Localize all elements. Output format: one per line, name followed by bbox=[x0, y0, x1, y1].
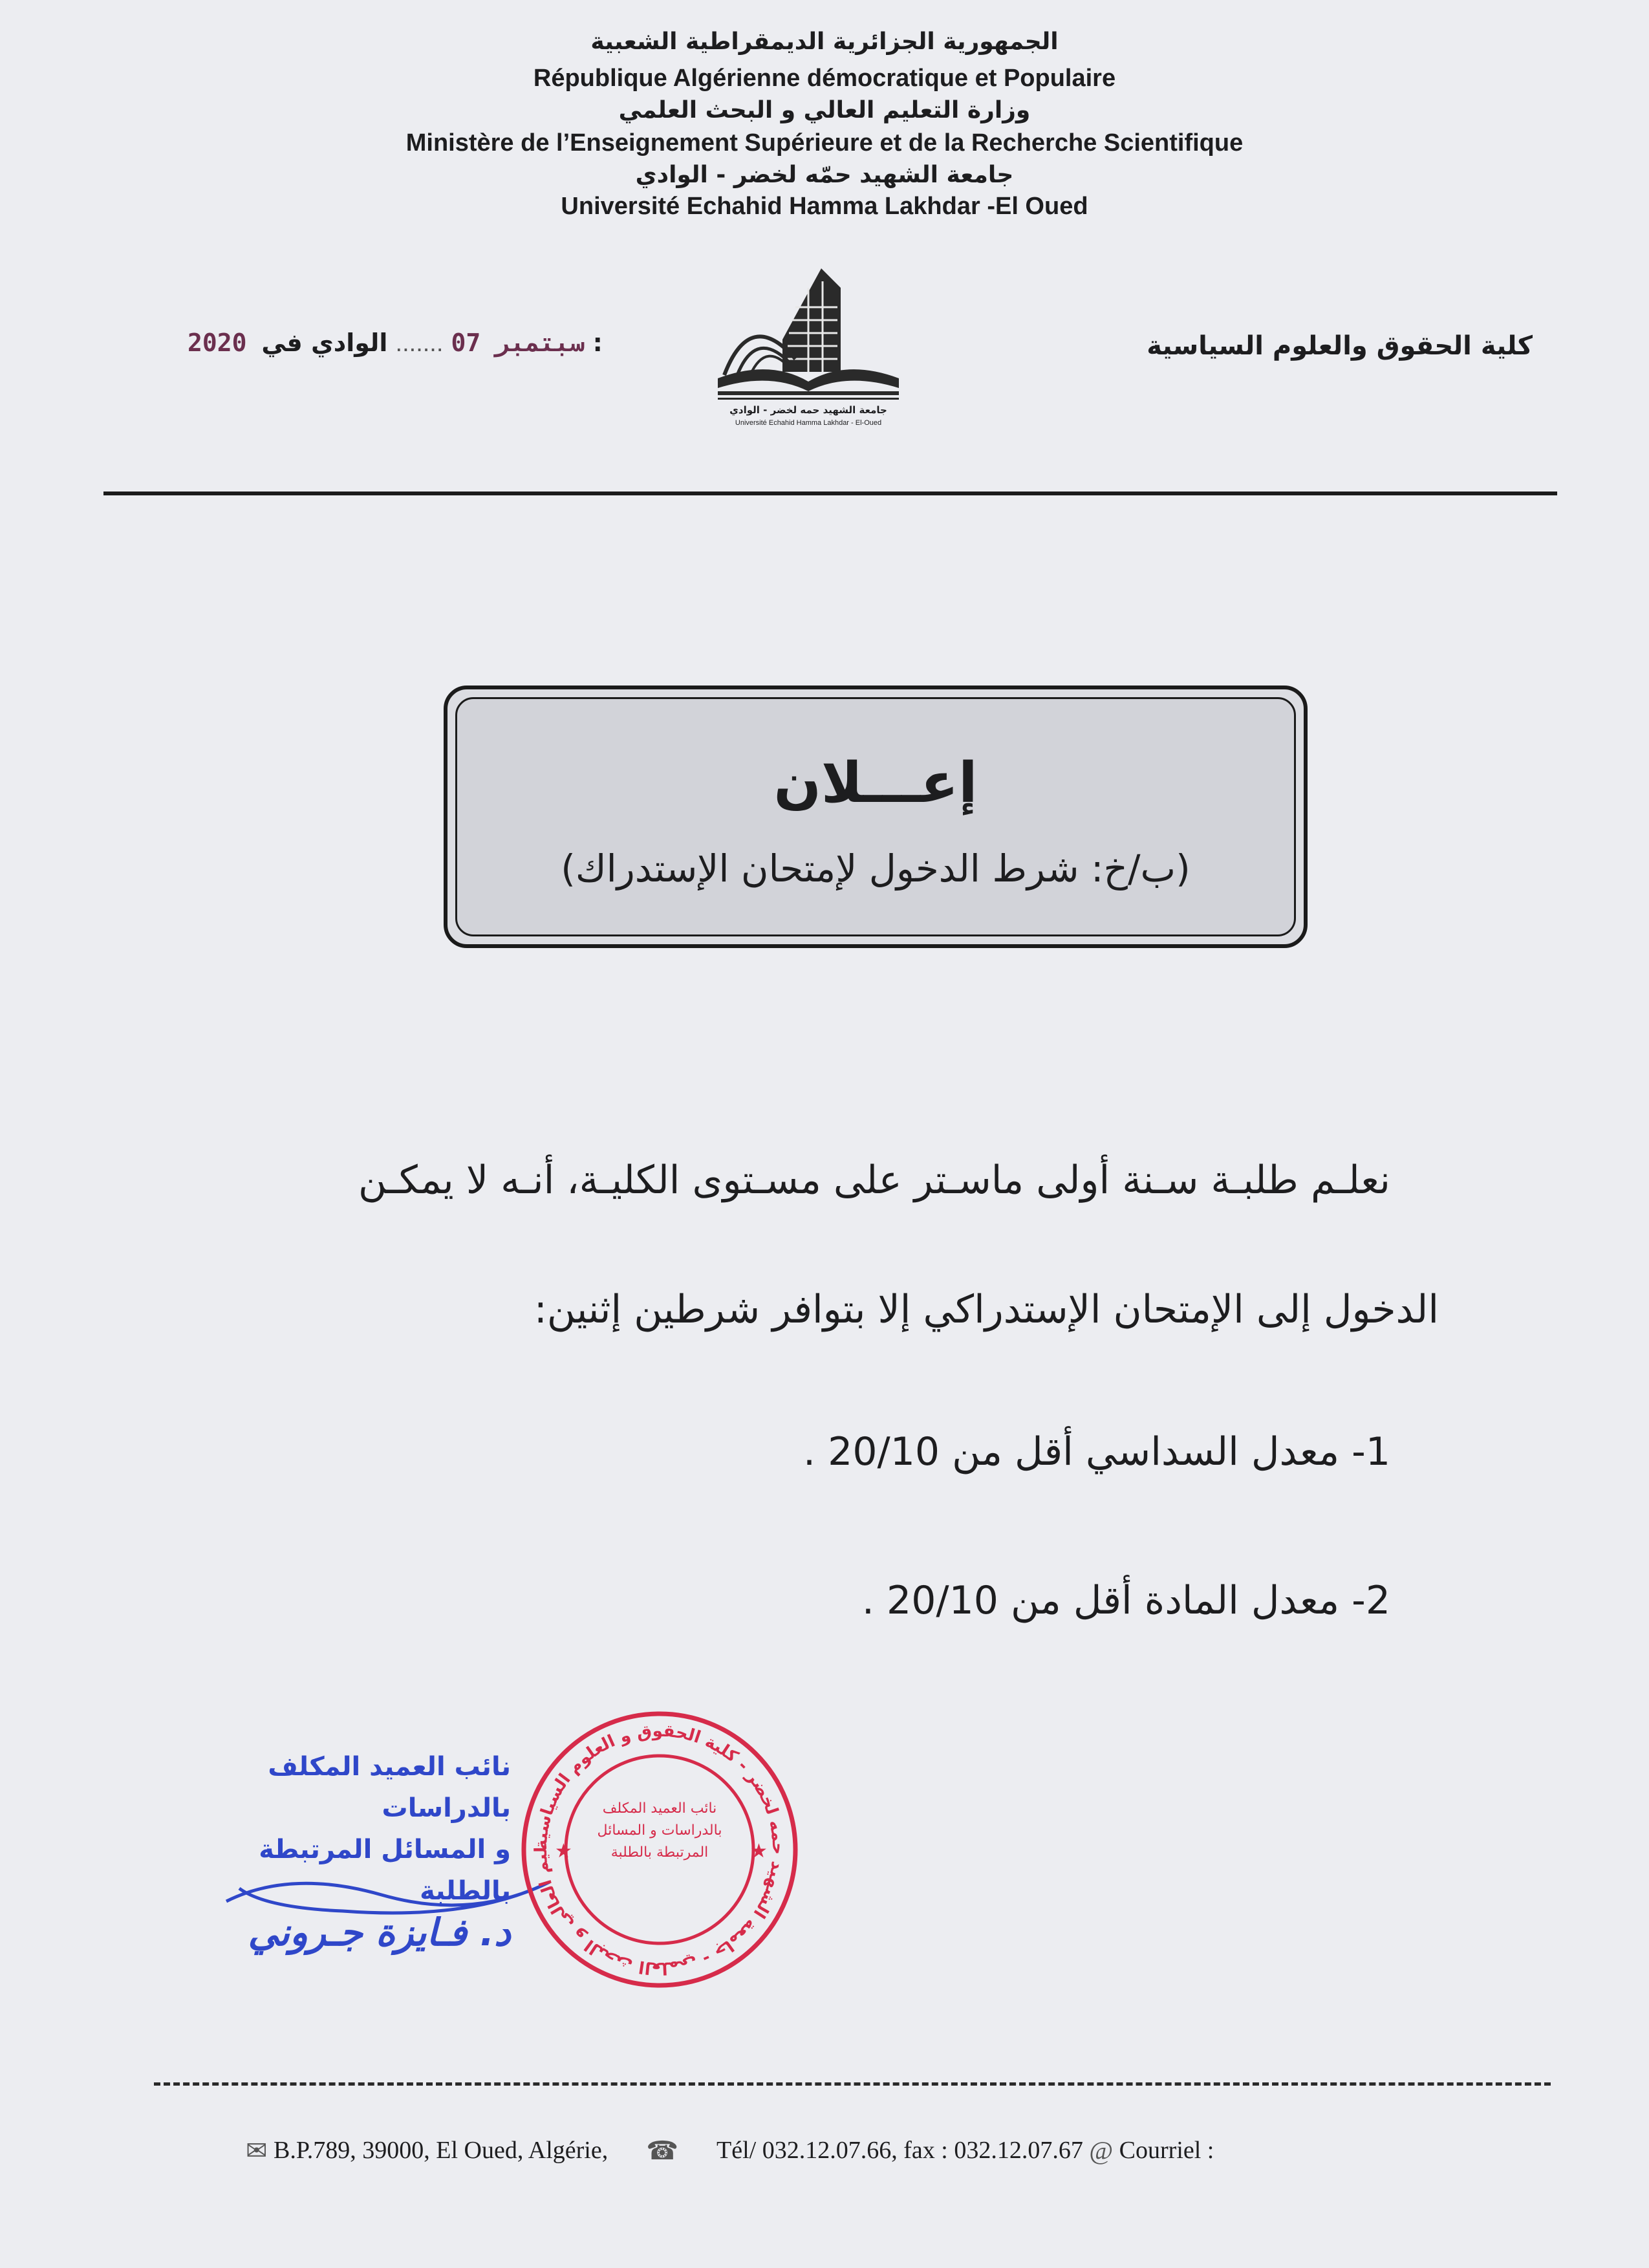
logo-caption-fr: Université Echahid Hamma Lakhdar - El-Oued bbox=[735, 419, 882, 427]
telephone-icon: ☎ bbox=[646, 2135, 679, 2165]
ministry-ar: وزارة التعليم العالي و البحث العلمي bbox=[618, 97, 1031, 124]
logo-building-icon bbox=[711, 262, 905, 430]
logo-caption-ar: جامعة الشهيد حمه لخضر - الوادي bbox=[729, 404, 887, 416]
footer-email-label: Courriel : bbox=[1119, 2137, 1214, 2165]
stamp-outer-text: ليم العالي و البحث العلمي - جامعة الشهيد حمه لخضر - كلية الحقوق و العلوم السياسية bbox=[531, 1721, 788, 1978]
ministry-fr: Ministère de l’Enseignement Supérieure et de la Recherche Scientifique bbox=[405, 129, 1244, 157]
date-line bbox=[188, 329, 603, 358]
condition-item-1: 1- معدل السداسي أقل من 20/10 . bbox=[803, 1429, 1390, 1474]
body-line-2: الدخول إلى الإمتحان الإستدراكي إلا بتوافر شرطين إثنين: bbox=[534, 1287, 1439, 1332]
announcement-title: إعـــلان bbox=[773, 751, 978, 815]
footer-phone: Tél/ 032.12.07.66, fax : 032.12.07.67 bbox=[717, 2137, 1083, 2165]
header-divider bbox=[103, 491, 1557, 495]
date-label: الوادي في : bbox=[261, 329, 603, 357]
handwritten-date: 2020 سبتمبر 07 bbox=[188, 329, 585, 357]
footer-address: B.P.789, 39000, El Oued, Algérie, bbox=[274, 2137, 609, 2165]
signature-title-1: نائب العميد المكلف بالدراسات bbox=[268, 1752, 511, 1823]
announcement-box-inner bbox=[455, 697, 1296, 936]
faculty-name: كلية الحقوق والعلوم السياسية bbox=[1147, 331, 1533, 361]
republic-ar: الجمهورية الجزائرية الديمقراطية الشعبية bbox=[590, 28, 1059, 55]
footer bbox=[246, 2134, 1507, 2166]
official-stamp bbox=[517, 1707, 802, 1992]
body-line-1: نعلـم طلبـة سـنة أولى ماسـتر على مسـتوى الكليـة، أنـه لا يمكـن bbox=[358, 1158, 1390, 1203]
announcement-subtitle: (ب/خ: شرط الدخول لإمتحان الإستدراك) bbox=[561, 847, 1191, 891]
university-logo bbox=[711, 262, 905, 430]
envelope-icon: ✉ bbox=[246, 2135, 268, 2165]
condition-item-2: 2- معدل المادة أقل من 20/10 . bbox=[861, 1578, 1390, 1623]
signature-title-2: و المسائل المرتبطة بالطلبة bbox=[259, 1835, 511, 1906]
date-dots: ....... bbox=[395, 330, 444, 357]
signature-name: د. فـايزة جـروني bbox=[248, 1910, 511, 1954]
university-ar: جامعة الشهيد حمّه لخضر - الوادي bbox=[635, 162, 1014, 188]
stamp-inner-text: نائب العميد المكلف بالدراسات و المسائل المرتبطة بالطلبة bbox=[597, 1800, 722, 1861]
university-fr: Université Echahid Hamma Lakhdar -El Oued bbox=[561, 193, 1088, 220]
announcement-box bbox=[444, 686, 1308, 948]
stamp-star-icon: ★ bbox=[750, 1840, 768, 1863]
footer-divider bbox=[154, 2082, 1551, 2086]
republic-fr: République Algérienne démocratique et Populaire bbox=[533, 65, 1116, 92]
email-icon: @ bbox=[1089, 2135, 1114, 2165]
stamp-star-icon: ★ bbox=[555, 1840, 572, 1863]
stamp-seal-icon bbox=[517, 1707, 802, 1992]
